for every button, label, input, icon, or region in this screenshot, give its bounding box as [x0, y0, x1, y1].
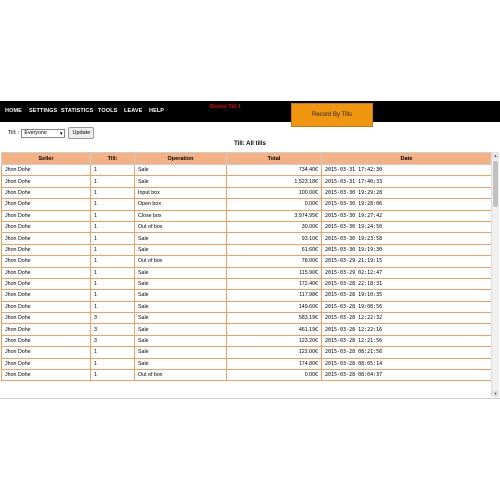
operation-cell: Input box [135, 187, 227, 198]
seller-cell: Jhon Dohe [2, 301, 91, 312]
table-row[interactable] [2, 256, 492, 267]
seller-cell: Jhon Dohe [2, 165, 91, 176]
table-row[interactable] [2, 221, 492, 232]
table-row[interactable] [2, 347, 492, 358]
date-cell: 2015-03-28 19:10:35 [322, 290, 492, 301]
table-scrollbar[interactable] [491, 152, 499, 397]
operation-cell: Sale [135, 313, 227, 324]
operation-cell: Open box [135, 199, 227, 210]
operation-cell: Sale [135, 267, 227, 278]
total-cell: 734.40€ [227, 165, 322, 176]
seller-cell: Jhon Dohe [2, 210, 91, 221]
till-cell: 1 [91, 221, 135, 232]
column-header-total[interactable]: Total [227, 153, 322, 165]
date-cell: 2015-03-30 19:19:30 [322, 244, 492, 255]
till-cell: 1 [91, 165, 135, 176]
seller-cell: Jhon Dohe [2, 176, 91, 187]
arrow-down-icon[interactable]: ▼ [493, 391, 498, 396]
table-row[interactable] [2, 176, 492, 187]
table-row[interactable] [2, 290, 492, 301]
arrow-up-icon[interactable]: ▲ [493, 153, 498, 158]
till-cell: 1 [91, 187, 135, 198]
date-cell: 2015-03-29 02:12:47 [322, 267, 492, 278]
operation-cell: Out of box [135, 256, 227, 267]
date-cell: 2015-03-28 08:04:37 [322, 370, 492, 381]
till-cell: 1 [91, 244, 135, 255]
total-cell: 3,974.95€ [227, 210, 322, 221]
record-by-tills-button[interactable]: Record By Tills [291, 103, 373, 127]
table-body [2, 165, 492, 381]
date-cell: 2015-03-30 19:27:42 [322, 210, 492, 221]
total-cell: 30.00€ [227, 221, 322, 232]
nav-leave[interactable]: LEAVE [124, 108, 143, 114]
records-table [1, 152, 491, 381]
till-select-value: Everyone [24, 129, 47, 136]
operation-cell: Sale [135, 324, 227, 335]
operation-cell: Out of box [135, 221, 227, 232]
column-header-till[interactable]: Till: [91, 153, 135, 165]
date-cell: 2015-03-30 19:23:58 [322, 233, 492, 244]
till-cell: 3 [91, 335, 135, 346]
date-cell: 2015-03-28 08:05:14 [322, 358, 492, 369]
date-cell: 2015-03-31 17:40:33 [322, 176, 492, 187]
till-cell: 3 [91, 313, 135, 324]
date-cell: 2015-03-31 17:42:30 [322, 165, 492, 176]
footer-divider [0, 398, 500, 399]
operation-cell: Out of box [135, 370, 227, 381]
top-blank-area [0, 0, 500, 101]
seller-cell: Jhon Dohe [2, 324, 91, 335]
till-cell: 1 [91, 370, 135, 381]
seller-cell: Jhon Dohe [2, 244, 91, 255]
operation-cell: Sale [135, 278, 227, 289]
till-cell: 1 [91, 347, 135, 358]
total-cell: 117.98€ [227, 290, 322, 301]
operation-cell: Sale [135, 290, 227, 301]
seller-cell: Jhon Dohe [2, 358, 91, 369]
table-row[interactable] [2, 335, 492, 346]
scrollbar-thumb[interactable] [493, 161, 498, 207]
nav-tools[interactable]: TOOLS [98, 108, 118, 114]
till-cell: 1 [91, 256, 135, 267]
seller-cell: Jhon Dohe [2, 278, 91, 289]
table-row[interactable] [2, 244, 492, 255]
operation-cell: Sale [135, 244, 227, 255]
till-cell: 1 [91, 278, 135, 289]
total-cell: 149.60€ [227, 301, 322, 312]
seller-cell: Jhon Dohe [2, 347, 91, 358]
operation-cell: Sale [135, 165, 227, 176]
till-select[interactable] [21, 129, 65, 138]
till-cell: 1 [91, 233, 135, 244]
date-cell: 2015-03-28 19:08:56 [322, 301, 492, 312]
date-cell: 2015-03-30 19:29:28 [322, 187, 492, 198]
seller-cell: Jhon Dohe [2, 335, 91, 346]
operation-cell: Sale [135, 176, 227, 187]
column-header-date[interactable]: Date [322, 153, 492, 165]
update-button[interactable]: Update [68, 127, 94, 139]
seller-cell: Jhon Dohe [2, 256, 91, 267]
till-cell: 1 [91, 199, 135, 210]
total-cell: 583.19€ [227, 313, 322, 324]
operation-cell: Sale [135, 233, 227, 244]
total-cell: 1,523.18€ [227, 176, 322, 187]
operation-cell: Sale [135, 335, 227, 346]
nav-help[interactable]: HELP [149, 108, 165, 114]
table-title: Till: All tills [234, 141, 266, 147]
records-table-container [1, 152, 491, 397]
till-cell: 1 [91, 301, 135, 312]
total-cell: 0.00€ [227, 199, 322, 210]
table-row[interactable] [2, 233, 492, 244]
seller-cell: Jhon Dohe [2, 187, 91, 198]
table-row[interactable] [2, 210, 492, 221]
seller-cell: Jhon Dohe [2, 313, 91, 324]
seller-cell: Jhon Dohe [2, 199, 91, 210]
table-row[interactable] [2, 278, 492, 289]
total-cell: 0.00€ [227, 370, 322, 381]
table-header-row [2, 153, 492, 165]
till-cell: 1 [91, 267, 135, 278]
date-cell: 2015-03-28 12:21:56 [322, 335, 492, 346]
seller-cell: Jhon Dohe [2, 233, 91, 244]
operation-cell: Sale [135, 347, 227, 358]
nav-home[interactable]: HOME [5, 108, 22, 114]
date-cell: 2015-03-30 19:24:50 [322, 221, 492, 232]
date-cell: 2015-03-28 08:21:56 [322, 347, 492, 358]
date-cell: 2015-03-29 21:19:15 [322, 256, 492, 267]
till-filter [8, 127, 94, 139]
date-cell: 2015-03-28 22:18:31 [322, 278, 492, 289]
main-navbar [0, 101, 500, 122]
till-cell: 1 [91, 358, 135, 369]
till-filter-label: Till: : [8, 130, 20, 136]
till-cell: 3 [91, 324, 135, 335]
table-row[interactable] [2, 267, 492, 278]
operation-cell: Close box [135, 210, 227, 221]
date-cell: 2015-03-28 12:22:16 [322, 324, 492, 335]
date-cell: 2015-03-30 19:28:06 [322, 199, 492, 210]
total-cell: 122.00€ [227, 347, 322, 358]
total-cell: 78.00€ [227, 256, 322, 267]
chevron-down-icon: ▼ [58, 130, 64, 136]
table-row[interactable] [2, 301, 492, 312]
total-cell: 115.90€ [227, 267, 322, 278]
table-row[interactable] [2, 187, 492, 198]
date-cell: 2015-03-28 12:22:32 [322, 313, 492, 324]
seller-cell: Jhon Dohe [2, 290, 91, 301]
table-row[interactable] [2, 165, 492, 176]
till-cell: 1 [91, 290, 135, 301]
column-header-operation[interactable]: Operation [135, 153, 227, 165]
table-row[interactable] [2, 199, 492, 210]
total-cell: 172.40€ [227, 278, 322, 289]
nav-settings[interactable]: SETTINGS [29, 108, 58, 114]
operation-cell: Sale [135, 301, 227, 312]
seller-cell: Jhon Dohe [2, 370, 91, 381]
nav-statistics[interactable]: STATISTICS [61, 108, 94, 114]
column-header-seller[interactable]: Seller [2, 153, 91, 165]
table-row[interactable] [2, 370, 492, 381]
brand-title: Demo| Till 1 [210, 104, 241, 110]
table-row[interactable] [2, 313, 492, 324]
total-cell: 174.80€ [227, 358, 322, 369]
total-cell: 93.10€ [227, 233, 322, 244]
operation-cell: Sale [135, 358, 227, 369]
seller-cell: Jhon Dohe [2, 267, 91, 278]
total-cell: 100.00€ [227, 187, 322, 198]
total-cell: 461.19€ [227, 324, 322, 335]
table-row[interactable] [2, 358, 492, 369]
till-cell: 1 [91, 210, 135, 221]
till-cell: 1 [91, 176, 135, 187]
seller-cell: Jhon Dohe [2, 221, 91, 232]
table-row[interactable] [2, 324, 492, 335]
total-cell: 123.20€ [227, 335, 322, 346]
total-cell: 61.60€ [227, 244, 322, 255]
